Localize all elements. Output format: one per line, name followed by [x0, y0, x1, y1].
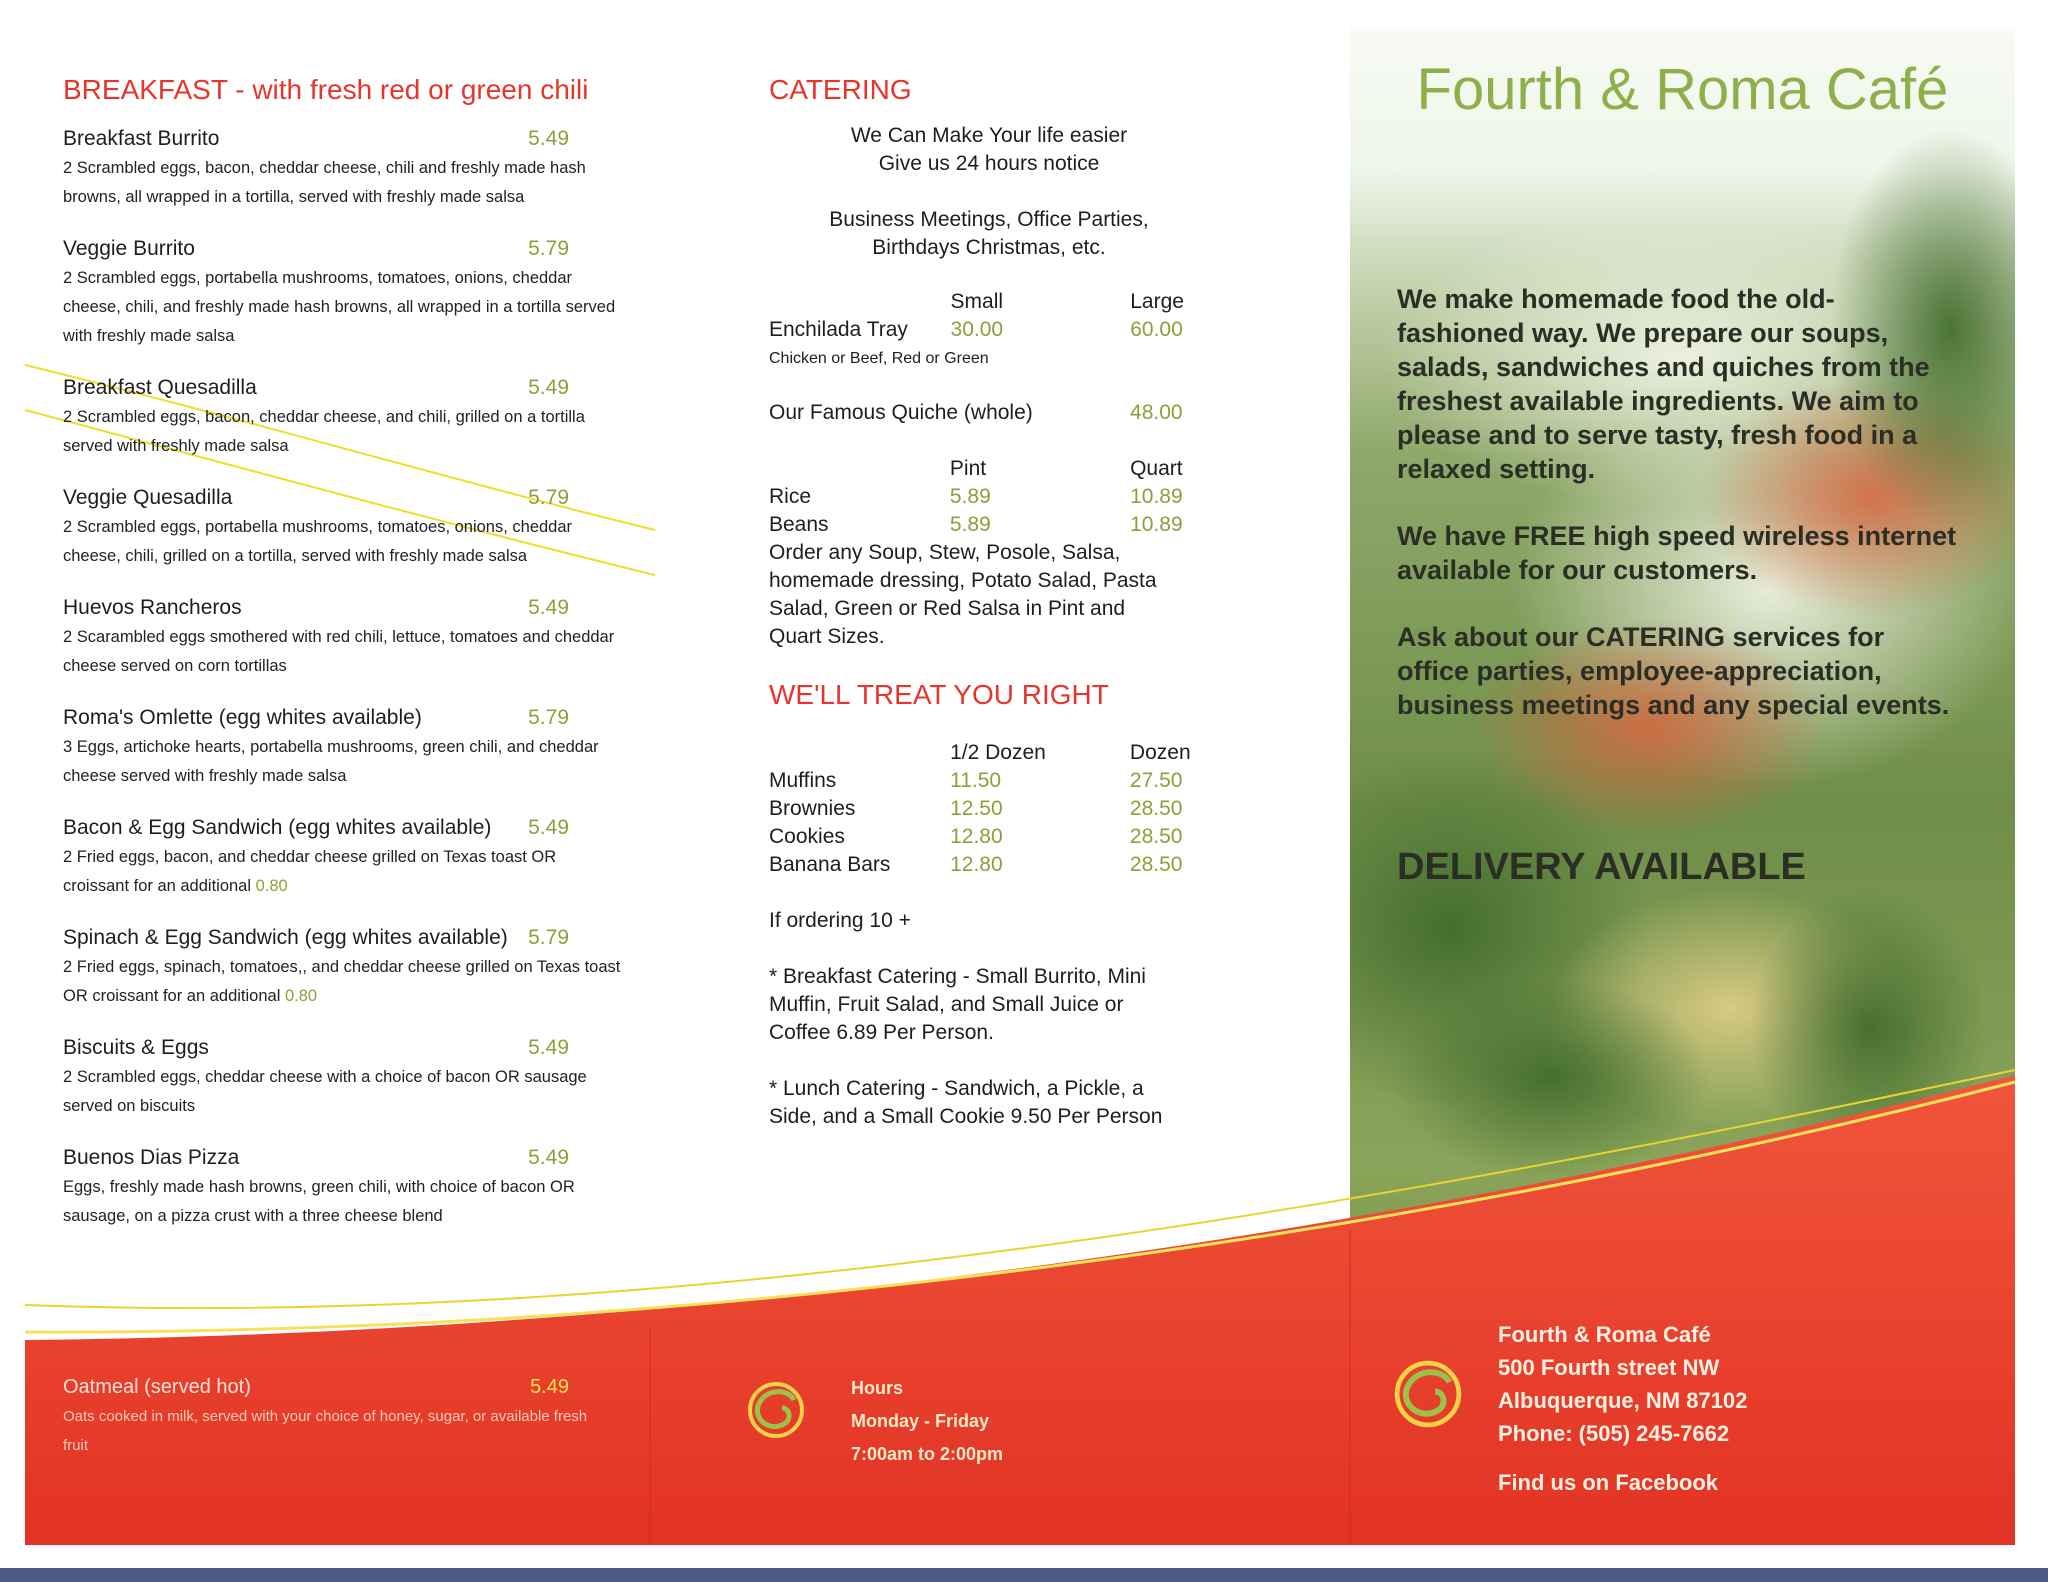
- item-description: [63, 843, 623, 901]
- item-name: Our Famous Quiche (whole): [769, 401, 1033, 424]
- item-name: Veggie Burrito: [63, 237, 195, 260]
- breakfast-section-title: BREAKFAST - with fresh red or green chili: [63, 74, 589, 105]
- item-price: 5.49: [528, 376, 569, 399]
- treat-table: [769, 739, 1209, 879]
- item-price: 5.79: [528, 926, 569, 949]
- menu-item: [63, 593, 623, 681]
- about-text: [1397, 282, 1957, 755]
- item-price: 12.50: [950, 797, 1003, 820]
- addon-price: 0.80: [255, 877, 288, 895]
- item-price: 5.49: [528, 127, 569, 150]
- hours-days: Monday - Friday: [851, 1411, 990, 1431]
- column-header: Pint: [949, 457, 987, 480]
- facebook-link[interactable]: Find us on Facebook: [1498, 1470, 1719, 1495]
- item-price: 12.80: [950, 853, 1003, 876]
- item-description: [63, 623, 623, 681]
- table-row: [769, 795, 1209, 823]
- item-description-text: 2 Scrambled eggs, bacon, cheddar cheese, chili and freshly made hash browns, all wrapped in a tortilla, served with freshly made salsa: [63, 159, 586, 206]
- item-price: 5.89: [949, 513, 991, 536]
- catering-intro-line: Birthdays Christmas, etc.: [872, 236, 1106, 259]
- item-price: 5.79: [528, 237, 569, 260]
- catering-intro-line: Business Meetings, Office Parties,: [829, 208, 1149, 231]
- menu-item: [63, 483, 623, 571]
- item-price: 10.89: [1130, 513, 1183, 536]
- hours-label: Hours: [851, 1378, 904, 1398]
- address-street: 500 Fourth street NW: [1498, 1355, 1720, 1380]
- item-name: Spinach & Egg Sandwich (egg whites available): [63, 926, 508, 949]
- item-price: 28.50: [1129, 853, 1183, 876]
- item-name: Bacon & Egg Sandwich (egg whites available): [63, 816, 492, 839]
- item-name: Breakfast Quesadilla: [63, 376, 257, 399]
- item-price: 60.00: [1130, 318, 1183, 341]
- item-price: 5.89: [949, 485, 991, 508]
- item-name: Cookies: [769, 825, 845, 848]
- item-price: 5.79: [528, 486, 569, 509]
- table-row: [769, 851, 1209, 879]
- address-block: [1498, 1318, 1747, 1450]
- item-price: 5.49: [530, 1376, 569, 1398]
- menu-item: [63, 923, 623, 1011]
- menu-item: [63, 373, 623, 461]
- item-description: [63, 513, 623, 571]
- item-price: 5.49: [528, 596, 569, 619]
- if-ordering-note: If ordering 10 +: [769, 909, 911, 932]
- item-name: Breakfast Burrito: [63, 127, 220, 150]
- column-header: Dozen: [1129, 741, 1191, 764]
- table-row: [769, 823, 1209, 851]
- menu-item: [63, 703, 623, 791]
- item-name: Brownies: [769, 797, 856, 820]
- item-price: 12.80: [950, 825, 1003, 848]
- item-name: Muffins: [769, 769, 837, 792]
- item-description: [63, 1173, 623, 1231]
- item-price: 5.79: [528, 706, 569, 729]
- item-price: 11.50: [950, 769, 1002, 792]
- address-name: Fourth & Roma Café: [1498, 1322, 1711, 1347]
- item-name: Huevos Rancheros: [63, 596, 242, 619]
- item-name: Beans: [769, 513, 829, 536]
- table-row: [769, 767, 1209, 795]
- menu-item: [63, 234, 623, 351]
- item-price: 30.00: [950, 318, 1004, 341]
- breakfast-catering-note: * Breakfast Catering - Small Burrito, Mini Muffin, Fruit Salad, and Small Juice or Coffee 6.89 Per Person.: [769, 965, 1146, 1044]
- address-phone: Phone: (505) 245-7662: [1498, 1421, 1730, 1446]
- item-price: 48.00: [1130, 401, 1183, 424]
- item-description-text: 2 Scrambled eggs, bacon, cheddar cheese, and chili, grilled on a tortilla served with freshly made salsa: [63, 408, 585, 455]
- addon-price: 0.80: [284, 987, 318, 1005]
- item-description: [63, 264, 623, 351]
- item-description: [63, 154, 623, 212]
- item-name: Biscuits & Eggs: [63, 1036, 209, 1059]
- enchilada-table: [769, 288, 1209, 344]
- lunch-catering-note: * Lunch Catering - Sandwich, a Pickle, a Side, and a Small Cookie 9.50 Per Person: [769, 1077, 1163, 1128]
- swirl-logo-icon: [1390, 1356, 1466, 1432]
- item-description-text: 2 Fried eggs, bacon, and cheddar cheese grilled on Texas toast OR croissant for an additional: [63, 848, 557, 895]
- cafe-title: Fourth & Roma Café: [1416, 57, 1949, 122]
- address-city: Albuquerque, NM 87102: [1498, 1388, 1748, 1413]
- breakfast-list: [63, 124, 623, 1231]
- delivery-banner: DELIVERY AVAILABLE: [1397, 846, 1806, 888]
- item-name: Banana Bars: [769, 853, 891, 876]
- item-description: Oats cooked in milk, served with your choice of honey, sugar, or available fresh fruit: [63, 1408, 588, 1454]
- item-name: Enchilada Tray: [769, 318, 908, 341]
- item-description-text: 3 Eggs, artichoke hearts, portabella mushrooms, green chili, and cheddar cheese served with freshly made salsa: [63, 738, 599, 785]
- oatmeal-item: [63, 1372, 603, 1460]
- menu-item: [63, 813, 623, 901]
- catering-intro-line: Give us 24 hours notice: [878, 152, 1100, 175]
- about-paragraph: Ask about our CATERING services for office parties, employee-appreciation, business meetings and any special events.: [1397, 622, 1950, 720]
- item-description-text: 2 Scarambled eggs smothered with red chili, lettuce, tomatoes and cheddar cheese served on corn tortillas: [63, 628, 615, 675]
- column-header: Quart: [1130, 457, 1183, 480]
- item-name: Roma's Omlette (egg whites available): [63, 706, 422, 729]
- catering-column: [769, 72, 1229, 1131]
- sides-table: [769, 455, 1209, 539]
- item-description: [63, 733, 623, 791]
- about-paragraph: We have FREE high speed wireless internet available for our customers.: [1397, 521, 1957, 585]
- item-description-text: 2 Scrambled eggs, cheddar cheese with a choice of bacon OR sausage served on biscuits: [63, 1068, 587, 1115]
- item-description: [63, 1063, 623, 1121]
- column-header: Small: [950, 290, 1004, 313]
- quiche-table: [769, 399, 1209, 427]
- catering-intro-line: We Can Make Your life easier: [850, 124, 1128, 147]
- item-price: 28.50: [1129, 797, 1183, 820]
- swirl-logo-icon: [744, 1378, 808, 1442]
- breakfast-column: [63, 72, 623, 1253]
- menu-item: [63, 1033, 623, 1121]
- treat-section-title: WE'LL TREAT YOU RIGHT: [769, 679, 1109, 710]
- item-name: Buenos Dias Pizza: [63, 1146, 240, 1169]
- item-description-text: 2 Scrambled eggs, portabella mushrooms, tomatoes, onions, cheddar cheese, chili, grilled on a tortilla, served with freshly made salsa: [63, 518, 573, 565]
- catering-section-title: CATERING: [769, 74, 912, 105]
- item-price: 5.49: [528, 1146, 569, 1169]
- item-price: 5.49: [528, 816, 569, 839]
- order-note: Order any Soup, Stew, Posole, Salsa, homemade dressing, Potato Salad, Pasta Salad, Green or Red Salsa in Pint and Quart Sizes.: [769, 541, 1157, 648]
- item-note: Chicken or Beef, Red or Green: [769, 350, 989, 367]
- item-description-text: 2 Scrambled eggs, portabella mushrooms, tomatoes, onions, cheddar cheese, chili, and freshly made hash browns, all wrapped in a tortilla served with freshly made salsa: [63, 269, 616, 345]
- item-description: [63, 403, 623, 461]
- about-paragraph: We make homemade food the old-fashioned way. We prepare our soups, salads, sandwiches and quiches from the freshest available ingredients. We aim to please and to serve tasty, fresh food in a relaxed setting.: [1397, 284, 1930, 484]
- item-description: [63, 953, 623, 1011]
- column-header: 1/2 Dozen: [950, 741, 1046, 764]
- item-name: Veggie Quesadilla: [63, 486, 233, 509]
- item-name: Oatmeal (served hot): [63, 1376, 251, 1398]
- item-price: 5.49: [528, 1036, 569, 1059]
- item-price: 10.89: [1130, 485, 1183, 508]
- item-price: 27.50: [1129, 769, 1183, 792]
- item-description-text: 2 Fried eggs, spinach, tomatoes,, and cheddar cheese grilled on Texas toast OR croissant for an additional: [63, 958, 621, 1005]
- menu-item: [63, 124, 623, 212]
- hours-time: 7:00am to 2:00pm: [851, 1444, 1004, 1464]
- hours-block: [851, 1372, 1003, 1471]
- item-name: Rice: [769, 485, 812, 508]
- menu-item: [63, 1143, 623, 1231]
- item-price: 28.50: [1129, 825, 1183, 848]
- column-header: Large: [1130, 290, 1184, 313]
- item-description-text: Eggs, freshly made hash browns, green chili, with choice of bacon OR sausage, on a pizza crust with a three cheese blend: [63, 1178, 575, 1225]
